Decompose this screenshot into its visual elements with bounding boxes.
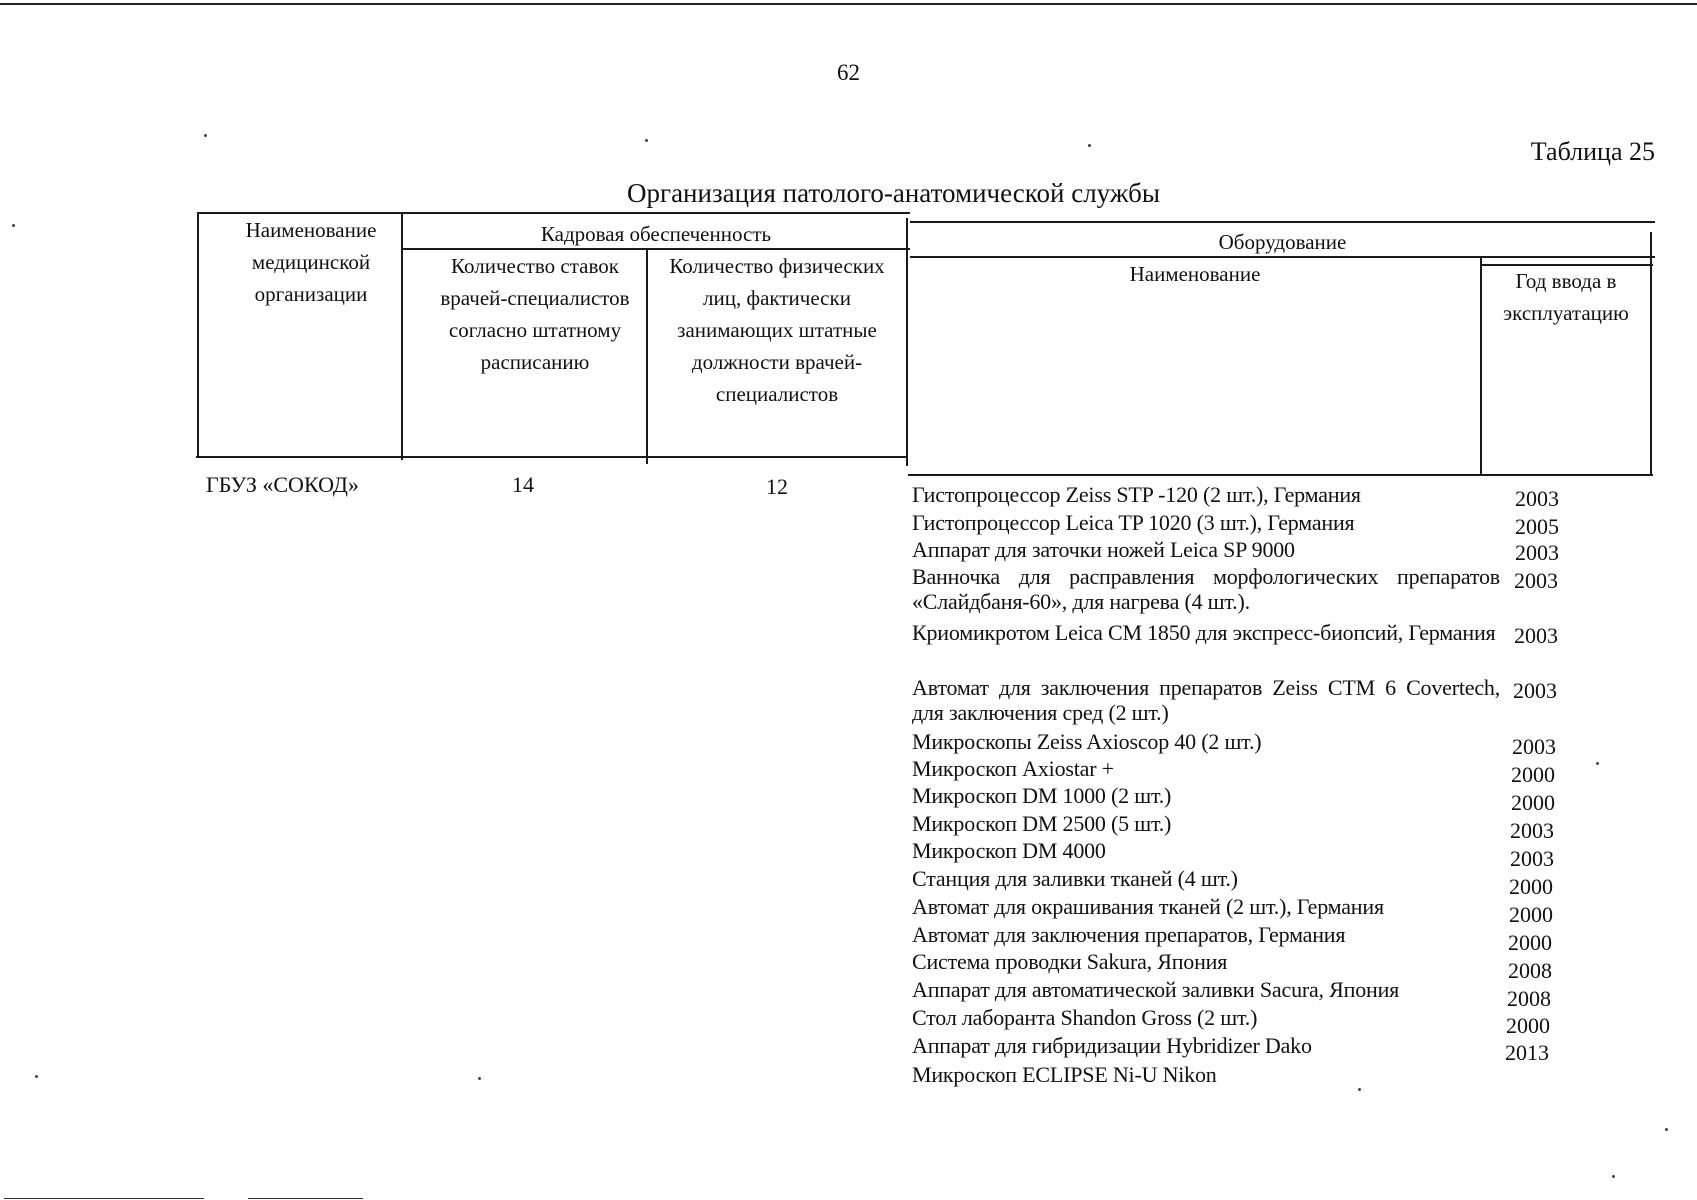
header-equipment-name: Наименование <box>1129 262 1261 286</box>
equipment-year: 2000 <box>1511 790 1555 815</box>
equipment-year: 2000 <box>1509 874 1553 899</box>
equipment-name: Аппарат для заточки ножей Leica SP 9000 <box>912 537 1295 562</box>
header-org: Наименование медицинской организации <box>245 218 377 306</box>
equipment-name: Автомат для заключения препаратов Zeiss CTM 6 Covertech, для заключения сред (2 шт.) <box>912 675 1500 725</box>
header-staff-group: Кадровая обеспеченность <box>540 222 772 246</box>
equipment-year: 2003 <box>1510 846 1554 871</box>
equipment-name: Микроскопы Zeiss Axioscop 40 (2 шт.) <box>912 729 1262 754</box>
equipment-year: 2005 <box>1515 514 1559 539</box>
equipment-year: 2013 <box>1505 1040 1549 1065</box>
equipment-year: 2003 <box>1514 568 1558 593</box>
equipment-year: 2000 <box>1508 930 1552 955</box>
table-title: Организация патолого-анатомической службы <box>627 178 1160 208</box>
equipment-name: Автомат для окрашивания тканей (2 шт.), Германия <box>912 894 1384 919</box>
table-label: Таблица 25 <box>1530 137 1655 166</box>
equipment-year: 2000 <box>1511 762 1555 787</box>
equipment-name: Автомат для заключения препаратов, Германия <box>912 922 1346 947</box>
equipment-name: Микроскоп DM 2500 (5 шт.) <box>912 811 1172 836</box>
equipment-name: Аппарат для автоматической заливки Sacura, Япония <box>912 977 1400 1002</box>
page-number: 62 <box>837 60 860 85</box>
row-people: 12 <box>766 474 788 499</box>
bottom-rule-left <box>4 1198 204 1199</box>
top-rule <box>0 3 1697 5</box>
equipment-name: Станция для заливки тканей (4 шт.) <box>912 866 1238 891</box>
equipment-year: 2008 <box>1507 986 1551 1011</box>
equipment-name: Микроскоп Axiostar + <box>912 756 1114 781</box>
equipment-name: Гистопроцессор Zeiss STP -120 (2 шт.), Германия <box>912 482 1361 507</box>
header-staff-people: Количество физических лиц, фактически занимающих штатные должности врачей-специалистов <box>669 254 885 406</box>
equipment-year: 2000 <box>1509 902 1553 927</box>
header-staff-positions: Количество ставок врачей-специалистов согласно штатному расписанию <box>440 254 630 374</box>
equipment-year: 2003 <box>1513 678 1557 703</box>
equipment-name: Ванночка для расправления морфологических препаратов «Слайдбаня-60», для нагрева (4 шт.). <box>912 564 1500 614</box>
equipment-name: Микроскоп ECLIPSE Ni-U Nikon <box>912 1062 1217 1087</box>
equipment-year: 2008 <box>1508 958 1552 983</box>
equipment-year: 2003 <box>1515 540 1559 565</box>
header-equipment-group: Оборудование <box>1218 230 1347 254</box>
equipment-name: Стол лаборанта Shandon Gross (2 шт.) <box>912 1005 1258 1030</box>
equipment-name: Микроскоп DM 4000 <box>912 838 1106 863</box>
equipment-year: 2003 <box>1515 486 1559 511</box>
equipment-name: Криомикротом Leica CM 1850 для экспресс-биопсий, Германия <box>912 620 1496 645</box>
equipment-year: 2000 <box>1506 1013 1550 1038</box>
row-positions: 14 <box>512 472 534 497</box>
equipment-name: Аппарат для гибридизации Hybridizer Dako <box>912 1033 1312 1058</box>
equipment-year: 2003 <box>1514 623 1558 648</box>
equipment-name: Система проводки Sakura, Япония <box>912 949 1228 974</box>
equipment-year: 2003 <box>1512 734 1556 759</box>
equipment-year: 2003 <box>1510 818 1554 843</box>
bottom-rule-middle <box>248 1198 363 1199</box>
equipment-name: Микроскоп DM 1000 (2 шт.) <box>912 783 1172 808</box>
header-equipment-year: Год ввода в эксплуатацию <box>1503 269 1629 325</box>
row-org: ГБУЗ «СОКОД» <box>206 472 359 497</box>
equipment-name: Гистопроцессор Leica TP 1020 (3 шт.), Германия <box>912 510 1355 535</box>
